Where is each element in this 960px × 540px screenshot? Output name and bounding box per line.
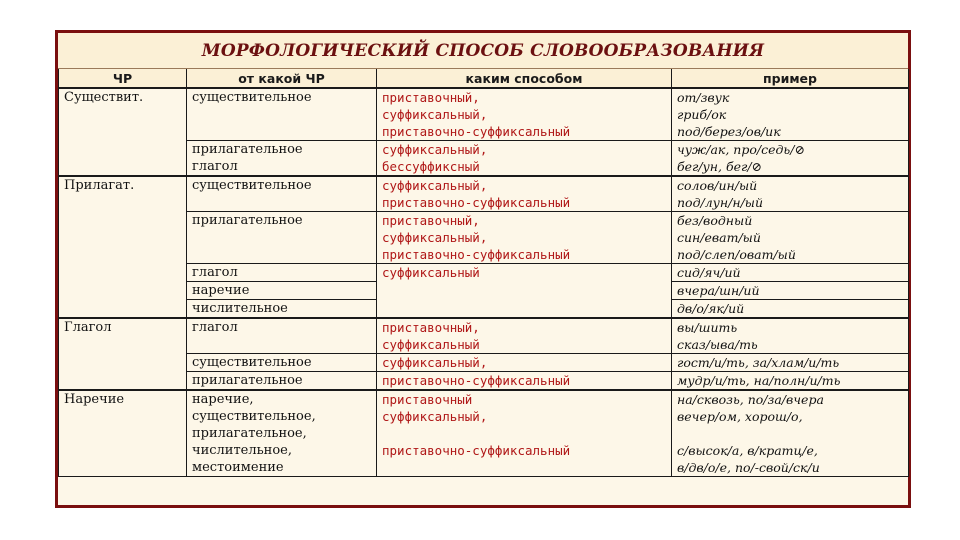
- header-pos: ЧР: [59, 69, 187, 88]
- from-text: прилагательное: [192, 142, 303, 157]
- method-text: приставочно-суффиксальный: [382, 124, 571, 139]
- pos-cell: [59, 390, 187, 477]
- from-text: существительное: [192, 178, 312, 193]
- example-text: без/водный: [677, 213, 753, 228]
- from-text: числительное,: [192, 443, 293, 458]
- from-text: глагол: [192, 320, 238, 335]
- example-cell: [672, 318, 909, 354]
- example-text: вчера/шн/ий: [677, 283, 760, 298]
- example-text: вы/шить: [677, 320, 738, 335]
- example-cell: [672, 372, 909, 391]
- from-text: числительное: [192, 301, 288, 316]
- method-cell: [377, 176, 672, 212]
- example-text: чуж/ак, про/седь/⊘: [677, 142, 805, 157]
- table-row: [59, 390, 909, 477]
- example-cell: [672, 176, 909, 212]
- example-text: дв/о/як/ий: [677, 301, 745, 316]
- example-text: сказ/ыва/ть: [677, 337, 758, 352]
- header-example: пример: [672, 69, 909, 88]
- method-text: приставочный: [382, 392, 473, 407]
- method-text: приставочно-суффиксальный: [382, 247, 571, 262]
- from-text: существительное: [192, 355, 312, 370]
- table-title: МОРФОЛОГИЧЕСКИЙ СПОСОБ СЛОВООБРАЗОВАНИЯ: [58, 33, 908, 69]
- from-text: наречие: [192, 283, 250, 298]
- method-text: суффиксальный,: [382, 409, 488, 424]
- example-cell: [672, 141, 909, 177]
- method-text: суффиксальный,: [382, 142, 488, 157]
- pos-cell: [59, 176, 187, 318]
- from-cell: [187, 318, 377, 354]
- method-text: суффиксальный: [382, 337, 480, 352]
- from-text: прилагательное,: [192, 426, 307, 441]
- from-cell: [187, 300, 377, 319]
- example-text: гриб/ок: [677, 107, 727, 122]
- example-cell: [672, 264, 909, 282]
- method-text: суффиксальный: [382, 265, 480, 280]
- example-cell: [672, 282, 909, 300]
- from-cell: [187, 176, 377, 212]
- example-cell: [672, 390, 909, 477]
- table-row: [59, 318, 909, 354]
- table-frame: [55, 30, 911, 508]
- example-text: гост/и/ть, за/хлам/и/ть: [677, 355, 840, 370]
- method-text: бессуффиксный: [382, 159, 480, 174]
- pos-cell: [59, 318, 187, 390]
- method-text: суффиксальный,: [382, 355, 488, 370]
- from-cell: [187, 390, 377, 477]
- example-cell: [672, 88, 909, 141]
- table-row: [59, 88, 909, 141]
- method-cell: [377, 354, 672, 372]
- example-text: под/лун/н/ый: [677, 195, 764, 210]
- table-row: [59, 354, 909, 372]
- pos-label: Существит.: [64, 90, 144, 105]
- method-spacer: [382, 425, 666, 442]
- example-cell: [672, 354, 909, 372]
- example-text: мудр/и/ть, на/полн/и/ть: [677, 373, 841, 388]
- example-text: в/дв/о/е, по/-свой/ск/и: [677, 460, 820, 475]
- example-spacer: [677, 425, 903, 442]
- header-from: от какой ЧР: [187, 69, 377, 88]
- method-text: приставочно-суффиксальный: [382, 195, 571, 210]
- from-cell: [187, 88, 377, 141]
- method-text: приставочный,: [382, 213, 480, 228]
- pos-cell: [59, 88, 187, 176]
- from-text: прилагательное: [192, 213, 303, 228]
- from-cell: [187, 282, 377, 300]
- pos-label: Наречие: [64, 392, 125, 407]
- method-text: приставочный,: [382, 90, 480, 105]
- from-cell: [187, 372, 377, 391]
- from-text: глагол: [192, 159, 238, 174]
- method-cell: [377, 390, 672, 477]
- header-row: [59, 69, 909, 88]
- example-text: с/высок/а, в/кратц/е,: [677, 443, 818, 458]
- from-cell: [187, 141, 377, 177]
- example-text: солов/ин/ый: [677, 178, 758, 193]
- pos-label: Глагол: [64, 320, 112, 335]
- method-cell: [377, 88, 672, 141]
- table-row: [59, 212, 909, 264]
- method-text: суффиксальный,: [382, 178, 488, 193]
- table-row: [59, 264, 909, 282]
- example-cell: [672, 300, 909, 319]
- method-text: суффиксальный,: [382, 230, 488, 245]
- from-cell: [187, 212, 377, 264]
- pos-label: Прилагат.: [64, 178, 135, 193]
- from-text: прилагательное: [192, 373, 303, 388]
- method-text: приставочно-суффиксальный: [382, 443, 571, 458]
- method-cell: [377, 264, 672, 319]
- example-text: бег/ун, бег/⊘: [677, 159, 763, 174]
- example-text: сид/яч/ий: [677, 265, 741, 280]
- method-text: суффиксальный,: [382, 107, 488, 122]
- example-text: на/сквозь, по/за/вчера: [677, 392, 824, 407]
- example-text: под/берез/ов/ик: [677, 124, 781, 139]
- method-cell: [377, 318, 672, 354]
- table-body: [59, 88, 909, 477]
- table-row: [59, 141, 909, 177]
- table-row: [59, 372, 909, 391]
- from-text: наречие,: [192, 392, 254, 407]
- header-method: каким способом: [377, 69, 672, 88]
- method-cell: [377, 141, 672, 177]
- from-text: местоимение: [192, 460, 284, 475]
- example-text: вечер/ом, хорош/о,: [677, 409, 803, 424]
- word-formation-table: [58, 69, 909, 477]
- from-cell: [187, 264, 377, 282]
- example-text: от/звук: [677, 90, 730, 105]
- method-text: приставочно-суффиксальный: [382, 373, 571, 388]
- method-cell: [377, 212, 672, 264]
- from-text: глагол: [192, 265, 238, 280]
- method-cell: [377, 372, 672, 391]
- example-cell: [672, 212, 909, 264]
- from-text: существительное: [192, 90, 312, 105]
- table-row: [59, 176, 909, 212]
- from-text: существительное,: [192, 409, 316, 424]
- method-text: приставочный,: [382, 320, 480, 335]
- example-text: син/еват/ый: [677, 230, 761, 245]
- from-cell: [187, 354, 377, 372]
- example-text: под/слеп/оват/ый: [677, 247, 796, 262]
